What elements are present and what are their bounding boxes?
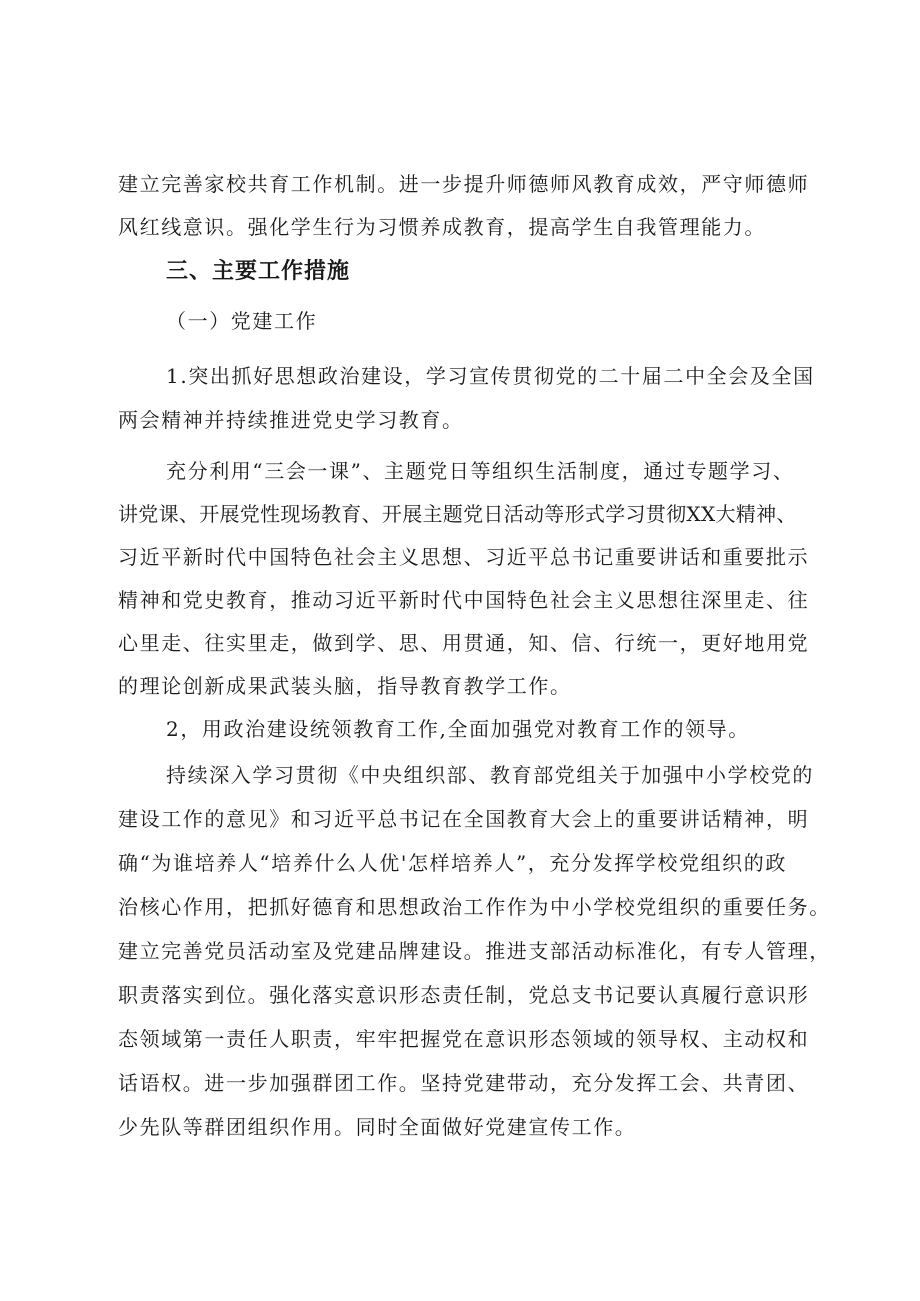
paragraph-line: 少先队等群团组织作用。同时全面做好党建宣传工作。: [118, 1115, 637, 1139]
paragraph-line: 建立完善党员活动室及党建品牌建设。推进支部活动标准化，有专人管理，: [118, 939, 831, 963]
paragraph-line: 职责落实到位。强化落实意识形态责任制，党总支书记要认真履行意识形: [118, 983, 810, 1007]
paragraph-line: 风红线意识。强化学生行为习惯养成教育，提高学生自我管理能力。: [118, 215, 766, 239]
paragraph-line: 充分利用“三会一课”、主题党日等组织生活制度，通过专题学习、: [166, 459, 795, 483]
paragraph-line: 心里走、往实里走，做到学、思、用贯通，知、信、行统一，更好地用党: [118, 631, 810, 655]
paragraph-line: 治核心作用，把抓好德育和思想政治工作作为中小学校党组织的重要任务。: [118, 895, 831, 919]
paragraph-line: 2，用政治建设统领教育工作,全面加强党对教育工作的领导。: [166, 717, 750, 741]
section-heading: 三、主要工作措施: [166, 259, 351, 284]
paragraph-line: 1.突出抓好思想政治建设，学习宣传贯彻党的二十届二中全会及全国: [166, 364, 815, 388]
paragraph-line: 讲党课、开展党性现场教育、开展主题党日活动等形式学习贯彻XX大精神、: [118, 502, 797, 526]
paragraph-line: 确“为谁培养人“培养什么人优'怎样培养人”，充分发挥学校党组织的政: [118, 851, 787, 875]
paragraph-line: 的理论创新成果武装头脑，指导教育教学工作。: [118, 674, 572, 698]
paragraph-line: 建设工作的意见》和习近平总书记在全国教育大会上的重要讲话精神，明: [118, 807, 810, 831]
paragraph-line: 习近平新时代中国特色社会主义思想、习近平总书记重要讲话和重要批示: [118, 545, 810, 569]
paragraph-line: 话语权。进一步加强群团工作。坚持党建带动，充分发挥工会、共青团、: [118, 1071, 810, 1095]
paragraph-line: 持续深入学习贯彻《中央组织部、教育部党组关于加强中小学校党的: [166, 763, 814, 787]
paragraph-line: 两会精神并持续推进党史学习教育。: [118, 408, 464, 432]
paragraph-line: 态领域第一责任人职责，牢牢把握党在意识形态领域的领导权、主动权和: [118, 1027, 810, 1051]
paragraph-line: 精神和党史教育，推动习近平新时代中国特色社会主义思想往深里走、往: [118, 588, 810, 612]
paragraph-line: 建立完善家校共育工作机制。进一步提升师德师风教育成效，严守师德师: [118, 172, 810, 196]
subsection-heading: （一）党建工作: [166, 309, 318, 333]
